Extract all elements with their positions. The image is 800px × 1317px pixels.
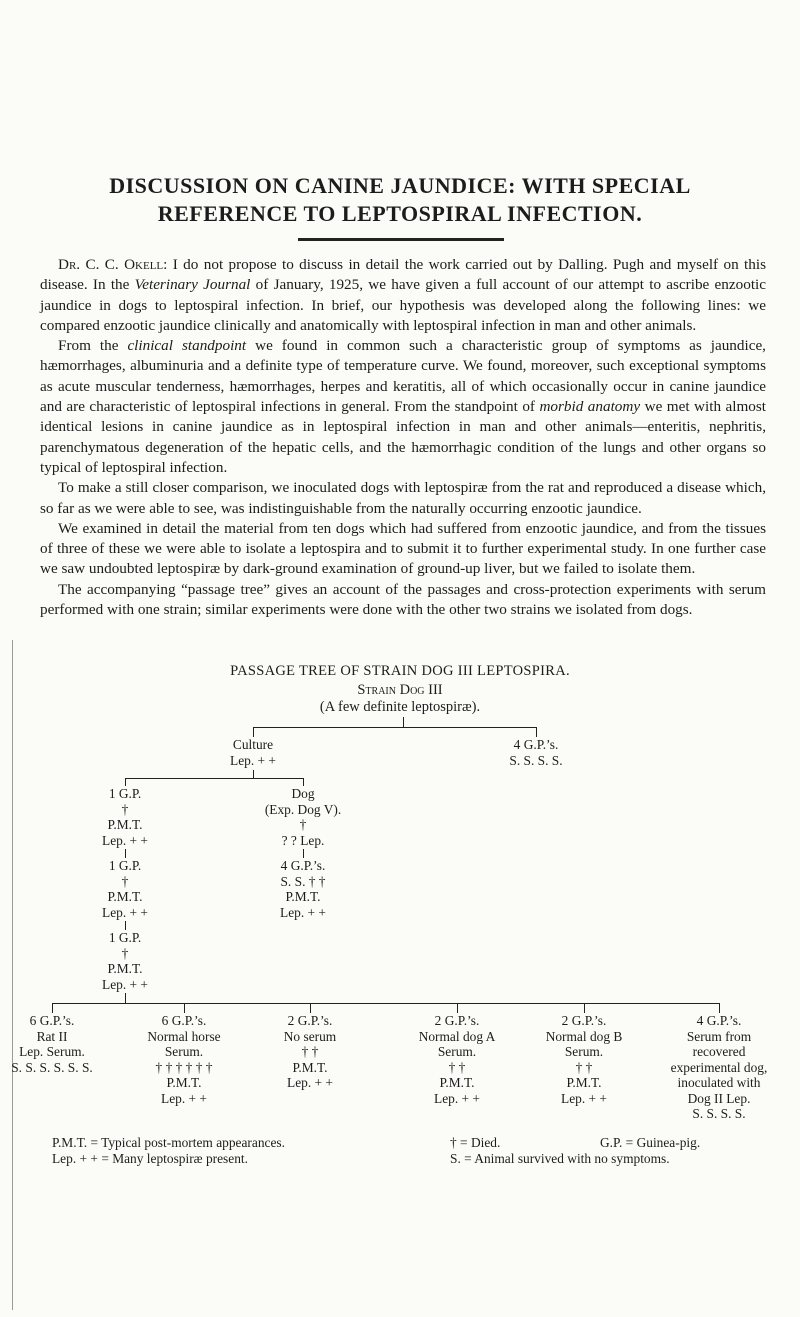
connector bbox=[52, 1003, 719, 1004]
tree-root-note: (A few definite leptospiræ). bbox=[319, 699, 481, 715]
legend-gp: G.P. = Guinea-pig. bbox=[600, 1135, 701, 1150]
dog-v-node: Dog (Exp. Dog V). † ? ? Lep. bbox=[264, 786, 342, 848]
connector bbox=[125, 921, 126, 930]
tree-heading: PASSAGE TREE OF STRAIN DOG III LEPTOSPIRA. bbox=[230, 663, 570, 679]
connector bbox=[303, 849, 304, 858]
culture-node: Culture Lep. + + bbox=[230, 737, 276, 768]
left-chain-node-3: 1 G.P. † P.M.T. Lep. + + bbox=[102, 930, 148, 992]
tree-root-name: Strain Dog III bbox=[357, 682, 443, 698]
connector bbox=[52, 1003, 53, 1013]
connector bbox=[536, 727, 537, 737]
connector bbox=[253, 770, 254, 778]
connector bbox=[584, 1003, 585, 1013]
paragraph-5: The accompanying “passage tree” gives an account of the passages and cross-protection experiments with serum performed with one strain; similar experiments were done with the other two strains we isolated from dogs. bbox=[40, 580, 766, 619]
gp4-root-node: 4 G.P.’s. S. S. S. S. bbox=[509, 737, 563, 768]
speaker-name: Dr. C. C. Okell bbox=[58, 256, 164, 273]
dog-chain-gp-node: 4 G.P.’s. S. S. † † P.M.T. Lep. + + bbox=[280, 858, 326, 920]
paragraph-2: From the clinical standpoint we found in common such a characteristic group of symptoms as jaundice, hæmorrhages, albuminuria and a definite type of temperature curve. We found, moreover, such exceptional symptoms as acute muscular tenderness, hæmorrhages, herpes and keratitis, all of which occasionally occur in canine jaundice and are characteristic of leptospiral infections in general. From the standpoint of morbid anatomy we met with almost identical lesions in canine jaundice as in leptospiral infection in man and other animals—enteritis, nephritis, parenchymatous degeneration of the hepatic cells, and the hæmorrhagic condition of the lungs and other organs so typical of leptospiral infection. bbox=[40, 337, 767, 476]
journal-name: Veterinary Journal bbox=[134, 276, 251, 294]
legend-pmt: P.M.T. = Typical post-mortem appearances. bbox=[52, 1135, 285, 1150]
bottom-node-dog-a: 2 G.P.’s. Normal dog A Serum. † † P.M.T. Lep. + + bbox=[418, 1013, 496, 1106]
connector bbox=[184, 1003, 185, 1013]
connector bbox=[303, 778, 304, 786]
bottom-node-recovered-serum: 4 G.P.’s. Serum from recovered experimental dog, inoculated with Dog II Lep. S. S. S. S. bbox=[670, 1013, 768, 1121]
legend-lep: Lep. + + = Many leptospiræ present. bbox=[52, 1151, 248, 1166]
connector bbox=[310, 1003, 311, 1013]
bottom-node-rat-ii: 6 G.P.’s. Rat II Lep. Serum. S. S. S. S. S. S. bbox=[11, 1013, 93, 1075]
legend-survived: S. = Animal survived with no symptoms. bbox=[450, 1151, 670, 1166]
connector bbox=[719, 1003, 720, 1013]
connector bbox=[125, 778, 303, 779]
connector bbox=[125, 849, 126, 858]
paragraph-1: Dr. C. C. Okell: I do not propose to discuss in detail the work carried out by Dalling. Pugh and myself on this disease. In the Veterinary Journal of January, 1925, we have given a full account of our attempt to ascribe enzootic jaundice in dogs to leptospiral infection. In brief, our hypothesis was developed along the following lines: we compared enzootic jaundice clinically and anatomically with leptospiral infection in man and other animals. bbox=[40, 256, 766, 334]
paragraph-3: To make a still closer comparison, we inoculated dogs with leptospiræ from the rat and reproduced a disease which, so far as we were able to see, was indistinguishable from the naturally occurring enzootic jaundice. bbox=[40, 479, 766, 517]
left-chain-node-2: 1 G.P. † P.M.T. Lep. + + bbox=[102, 858, 148, 920]
article-title-line-2: REFERENCE TO LEPTOSPIRAL INFECTION. bbox=[157, 201, 643, 226]
connector bbox=[253, 727, 536, 728]
legend-died: † = Died. bbox=[450, 1135, 501, 1150]
paragraph-4: We examined in detail the material from ten dogs which had suffered from enzootic jaundice, and from the tissues of three of these we were able to isolate a leptospira and to submit it to further experimental study. In one further case we saw undoubted leptospiræ by dark-ground examination of ground-up liver, but we failed to isolate them. bbox=[40, 519, 766, 578]
article-title-line-1: DISCUSSION ON CANINE JAUNDICE: WITH SPECIAL bbox=[109, 173, 691, 198]
connector bbox=[253, 727, 254, 737]
connector bbox=[457, 1003, 458, 1013]
bottom-node-no-serum: 2 G.P.’s. No serum † † P.M.T. Lep. + + bbox=[283, 1013, 337, 1090]
bottom-node-horse-serum: 6 G.P.’s. Normal horse Serum. † † † † † † P.M.T. Lep. + + bbox=[147, 1013, 221, 1106]
connector bbox=[403, 717, 404, 727]
left-chain-node-1: 1 G.P. † P.M.T. Lep. + + bbox=[102, 786, 148, 848]
connector bbox=[125, 778, 126, 786]
bottom-node-dog-b: 2 G.P.’s. Normal dog B Serum. † † P.M.T. Lep. + + bbox=[545, 1013, 623, 1106]
connector bbox=[125, 993, 126, 1003]
